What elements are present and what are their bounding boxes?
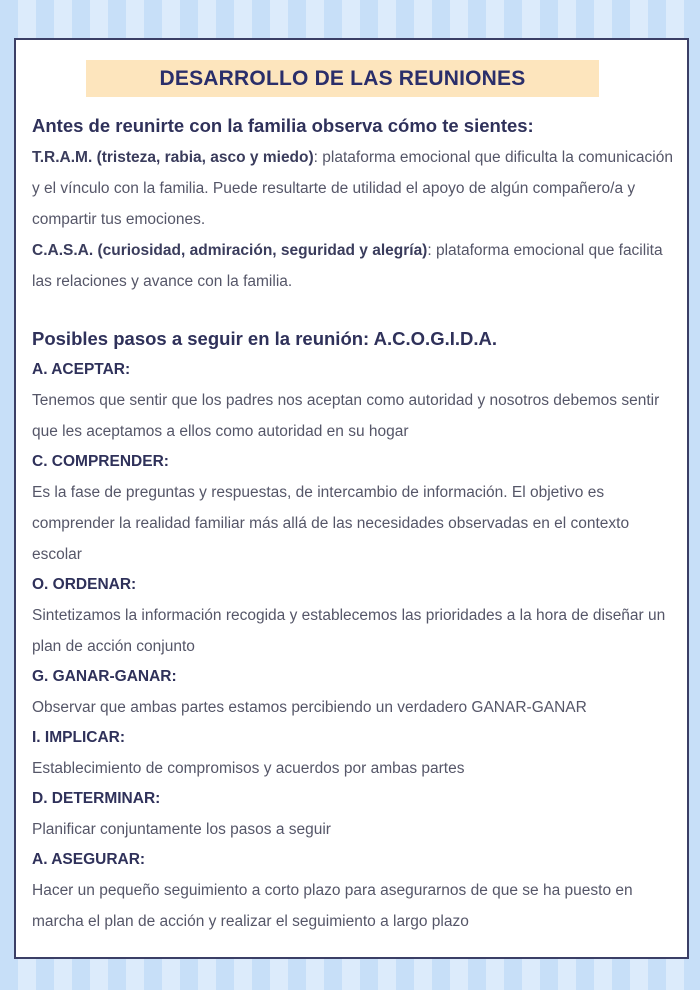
- steps-heading: Posibles pasos a seguir en la reunión: A.C.O.G.I.D.A.: [32, 328, 498, 349]
- tram-term: T.R.A.M. (tristeza, rabia, asco y miedo): [32, 149, 314, 166]
- step-title: C. COMPRENDER:: [32, 453, 169, 470]
- step-aceptar: [32, 355, 677, 447]
- page-title: DESARROLLO DE LAS REUNIONES: [159, 66, 526, 90]
- step-ordenar: [32, 570, 677, 662]
- content-body: [32, 110, 677, 937]
- intro-heading: Antes de reunirte con la familia observa cómo te sientes:: [32, 115, 534, 136]
- step-text: Sintetizamos la información recogida y establecemos las prioridades a la hora de diseñar un plan de acción conjunto: [32, 607, 666, 655]
- step-text: Tenemos que sentir que los padres nos aceptan como autoridad y nosotros debemos sentir que les aceptamos a ellos como autoridad en su hogar: [32, 392, 660, 440]
- tram-paragraph: [32, 142, 677, 235]
- casa-text: : plataforma emocional que facilita las relaciones y avance con la familia.: [32, 242, 663, 290]
- casa-term: C.A.S.A. (curiosidad, admiración, seguridad y alegría): [32, 242, 428, 259]
- step-title: G. GANAR-GANAR:: [32, 668, 177, 685]
- step-text: Establecimiento de compromisos y acuerdos por ambas partes: [32, 760, 465, 777]
- content-card: [14, 38, 689, 959]
- tram-text: : plataforma emocional que dificulta la comunicación y el vínculo con la familia. Puede resultarte de utilidad el apoyo de algún compañero/a y compartir tus emociones.: [32, 149, 673, 228]
- step-asegurar: [32, 845, 677, 937]
- step-comprender: [32, 447, 677, 570]
- step-text: Hacer un pequeño seguimiento a corto plazo para asegurarnos de que se ha puesto en marcha el plan de acción y realizar el seguimiento a largo plazo: [32, 882, 633, 930]
- step-determinar: [32, 784, 677, 845]
- step-title: I. IMPLICAR:: [32, 729, 125, 746]
- step-text: Es la fase de preguntas y respuestas, de intercambio de información. El objetivo es comprender la realidad familiar más allá de las necesidades observadas en el contexto escolar: [32, 484, 630, 563]
- step-title: A. ASEGURAR:: [32, 851, 146, 868]
- step-text: Planificar conjuntamente los pasos a seguir: [32, 821, 331, 838]
- step-text: Observar que ambas partes estamos percibiendo un verdadero GANAR-GANAR: [32, 699, 587, 716]
- title-banner: [86, 60, 599, 97]
- casa-paragraph: [32, 235, 677, 297]
- step-title: O. ORDENAR:: [32, 576, 137, 593]
- step-ganar-ganar: [32, 662, 677, 723]
- step-title: A. ACEPTAR:: [32, 361, 131, 378]
- section-spacer: [32, 297, 677, 323]
- step-title: D. DETERMINAR:: [32, 790, 161, 807]
- step-implicar: [32, 723, 677, 784]
